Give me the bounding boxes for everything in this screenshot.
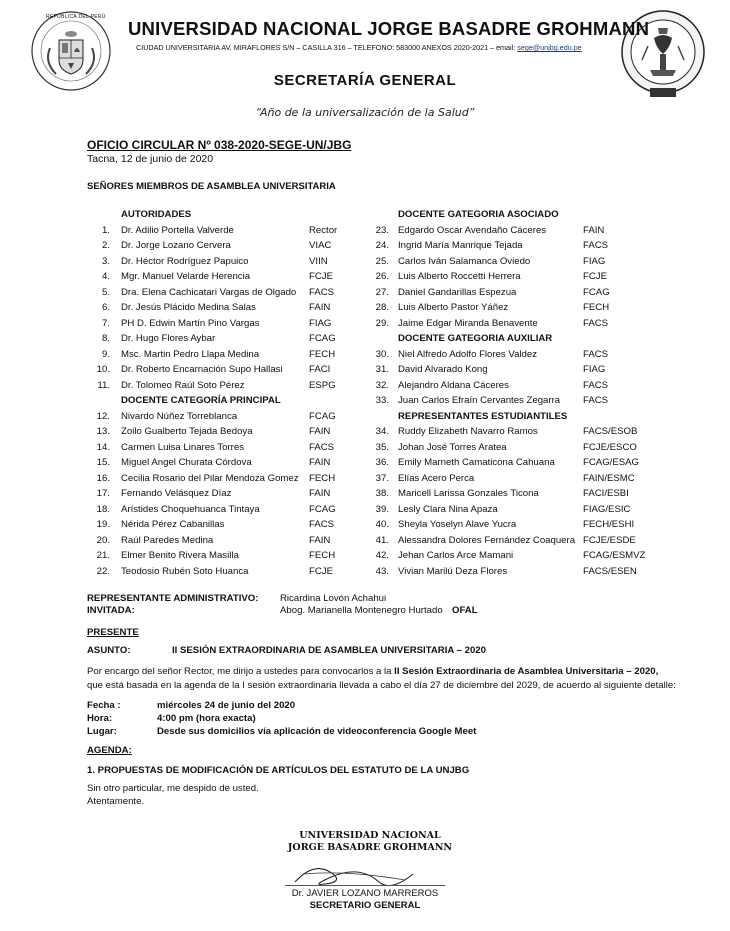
member-unit: FAIN [309, 457, 331, 468]
oficio-number: OFICIO CIRCULAR Nº 038-2020-SEGE-UN/JBG [87, 138, 352, 152]
member-unit: FAIN [309, 534, 331, 546]
member-number: 43. [375, 565, 389, 577]
member-number: 8. [101, 333, 110, 344]
admin-rep-label: REPRESENTANTE ADMINISTRATIVO: [87, 593, 259, 604]
member-number: 22. [96, 565, 110, 577]
intro-bold-text: II Sesión Extraordinaria de Asamblea Universitaria – 2020, [394, 666, 659, 677]
stamp-line-1: UNIVERSIDAD NACIONAL [299, 830, 441, 841]
member-name: Maricell Larissa Gonzales Ticona [398, 488, 539, 499]
member-name: Niel Alfredo Adolfo Flores Valdez [398, 348, 538, 360]
member-number: 1. [101, 224, 110, 236]
guest-label: INVITADA: [87, 605, 135, 616]
intro-paragraph-line1 [87, 666, 658, 677]
addressee: SEÑORES MIEMBROS DE ASAMBLEA UNIVERSITARIA [87, 181, 336, 192]
section-heading-text: AUTORIDADES [121, 209, 192, 220]
member-name: Alessandra Dolores Fernández Coaquera [398, 534, 576, 546]
member-unit: FCAG [309, 410, 336, 422]
member-name: Edgardo Oscar Avendaño Cáceres [398, 224, 547, 236]
member-name: Carmen Luisa Linares Torres [121, 441, 244, 453]
member-unit: VIAC [309, 240, 332, 251]
member-number: 39. [375, 503, 389, 515]
member-name: Ruddy Elizabeth Navarro Ramos [398, 426, 538, 437]
member-name: Fernando Velásquez Díaz [121, 488, 232, 499]
member-number: 29. [375, 317, 389, 329]
member-number: 26. [375, 271, 389, 282]
member-name: Dr. Jesús Plácido Medina Salas [121, 302, 256, 313]
member-unit: FAIN [583, 224, 605, 236]
member-name: Zoilo Gualberto Tejada Bedoya [121, 426, 253, 437]
member-unit: FIAG [309, 317, 332, 329]
member-unit: FACS [583, 379, 609, 391]
member-unit: FACI/ESBI [583, 488, 629, 499]
member-number: 36. [375, 457, 389, 468]
member-number: 25. [375, 255, 389, 267]
member-unit: FAIN [309, 488, 331, 499]
member-name: Jaime Edgar Miranda Benavente [398, 317, 538, 329]
member-name: Nérida Pérez Cabanillas [121, 519, 225, 530]
asunto-text: II SESIÓN EXTRAORDINARIA DE ASAMBLEA UNIVERSITARIA – 2020 [172, 645, 486, 656]
university-address [136, 43, 582, 52]
member-number: 40. [375, 519, 389, 530]
section-heading-text: DOCENTE GATEGORIA ASOCIADO [398, 209, 559, 220]
member-unit: FIAG [583, 255, 606, 267]
member-name: Msc. Martin Pedro Llapa Medina [121, 348, 260, 360]
member-number: 28. [375, 302, 389, 313]
address-text: CIUDAD UNIVERSITARIA AV. MIRAFLORES S/N – CASILLA 316 – TELEFONO: 583000 ANEXOS 2020-2021 – email: [136, 43, 518, 52]
member-unit: FCAG [309, 333, 336, 344]
signatory-role: SECRETARIO GENERAL [309, 900, 421, 911]
fecha-label: Fecha : [87, 700, 121, 711]
member-number: 42. [375, 550, 389, 561]
member-unit: FAIN [309, 302, 331, 313]
member-name: Mgr. Manuel Velarde Herencia [121, 271, 251, 282]
university-name: UNIVERSIDAD NACIONAL JORGE BASADRE GROHMANN [128, 18, 650, 39]
member-number: 31. [375, 364, 389, 375]
member-number: 34. [375, 426, 389, 437]
member-name: Johan José Torres Aratea [398, 441, 507, 453]
member-number: 30. [375, 348, 389, 360]
email-link[interactable]: sege@unjbg.edu.pe [517, 43, 582, 52]
member-unit: FECH [583, 302, 610, 313]
member-name: Elmer Benito Rivera Masilla [121, 550, 239, 561]
member-number: 15. [96, 457, 110, 468]
member-name: Luis Alberto Roccetti Herrera [398, 271, 521, 282]
member-name: Luis Alberto Pastor Yáñez [398, 302, 509, 313]
member-unit: FCJE [309, 565, 333, 577]
member-unit: Rector [309, 224, 338, 236]
closing-regards: Atentamente. [87, 796, 145, 807]
section-heading-text: DOCENTE GATEGORIA AUXILIAR [398, 333, 553, 344]
member-name: Alejandro Aldana Cáceres [398, 379, 509, 391]
oficio-date: Tacna, 12 de junio de 2020 [87, 153, 214, 165]
member-unit: FCJE/ESCO [583, 441, 637, 453]
member-name: Sheyla Yoselyn Alave Yucra [398, 519, 517, 530]
member-number: 35. [375, 441, 389, 453]
member-number: 6. [101, 302, 110, 313]
agenda-item: 1. PROPUESTAS DE MODIFICACIÓN DE ARTÍCULOS DEL ESTATUTO DE LA UNJBG [87, 765, 470, 776]
signature-line [285, 885, 445, 886]
member-number: 4. [101, 271, 110, 282]
member-number: 11. [97, 379, 110, 391]
year-motto: “Año de la universalización de la Salud” [255, 106, 475, 119]
member-unit: ESPG [309, 379, 336, 391]
intro-text: Por encargo del señor Rector, me dirijo a ustedes para convocarlos a la [87, 666, 395, 677]
guest-name: Abog. Marianella Montenegro Hurtado [280, 605, 443, 616]
member-number: 12. [96, 410, 110, 422]
member-name: Nivardo Núñez Torreblanca [121, 410, 238, 422]
member-name: Raúl Paredes Medina [121, 534, 214, 546]
member-name: Miguel Angel Churata Córdova [121, 457, 252, 468]
member-number: 27. [375, 286, 389, 298]
member-unit: FCAG [583, 286, 610, 298]
admin-rep-name: Ricardina Lovón Achahui [280, 593, 387, 604]
member-unit: FECH [309, 550, 336, 561]
member-name: Lesly Clara Nina Apaza [398, 503, 498, 515]
member-name: Dr. Roberto Encarnación Supo Hallasi [121, 364, 283, 375]
stamp-line-2: JORGE BASADRE GROHMANN [287, 842, 453, 853]
member-name: Elías Acero Perca [398, 472, 475, 484]
member-unit: FIAG/ESIC [583, 503, 631, 515]
member-unit: FACS [309, 286, 335, 298]
member-unit: FACI [309, 364, 331, 375]
guest-unit: OFAL [452, 605, 478, 616]
member-name: Dr. Tolomeo Raúl Soto Pérez [121, 379, 245, 391]
member-name: Daniel Gandarillas Espezua [398, 286, 517, 298]
member-unit: FACS [583, 240, 609, 251]
member-unit: FACS [583, 317, 609, 329]
member-unit: FCAG/ESAG [583, 457, 639, 468]
member-name: Dra. Elena Cachicatari Vargas de Olgado [121, 286, 297, 298]
presente-label: PRESENTE [87, 627, 139, 638]
hora-label: Hora: [87, 713, 113, 724]
member-number: 33. [375, 395, 389, 406]
member-name: Dr. Héctor Rodríguez Papuico [121, 255, 249, 267]
agenda-label: AGENDA: [87, 745, 132, 756]
member-number: 38. [375, 488, 389, 499]
member-unit: FACS [309, 441, 335, 453]
member-name: Arístides Choquehuanca Tintaya [121, 503, 260, 515]
member-number: 41. [375, 534, 389, 546]
member-name: Teodosio Rubén Soto Huanca [121, 565, 249, 577]
member-number: 14. [96, 441, 110, 453]
hora-value: 4:00 pm (hora exacta) [157, 713, 256, 724]
signatory-name: Dr. JAVIER LOZANO MARREROS [291, 888, 439, 899]
member-unit: FCAG [309, 503, 336, 515]
section-heading-text: DOCENTE CATEGORÍA PRINCIPAL [121, 395, 281, 406]
member-number: 23. [375, 224, 389, 236]
member-unit: FECH [309, 472, 336, 484]
member-unit: FACS/ESEN [583, 565, 637, 577]
member-number: 17. [96, 488, 110, 499]
member-number: 13. [96, 426, 110, 437]
member-number: 5. [101, 286, 110, 298]
member-name: Dr. Jorge Lozano Cervera [121, 240, 231, 251]
lugar-value: Desde sus domicilios vía aplicación de videoconferencia Google Meet [157, 726, 477, 737]
fecha-value: miércoles 24 de junio del 2020 [157, 700, 296, 711]
member-number: 18. [96, 503, 110, 515]
member-name: Dr. Hugo Flores Aybar [121, 333, 216, 344]
member-unit: FIAG [583, 364, 606, 375]
member-name: PH D. Edwin Martín Pino Vargas [121, 317, 260, 329]
member-unit: FCJE [583, 271, 607, 282]
member-number: 24. [375, 240, 389, 251]
left-seal-text: REPÚBLICA DEL PERÚ [46, 14, 106, 20]
member-number: 21. [96, 550, 110, 561]
member-unit: FACS [583, 395, 609, 406]
member-unit: FECH [309, 348, 336, 360]
lugar-label: Lugar: [87, 726, 117, 737]
member-number: 7. [101, 317, 110, 329]
member-name: Juan Carlos Efraín Cervantes Zegarra [398, 395, 561, 406]
member-number: 10. [96, 364, 110, 375]
member-name: Vivian Marilú Deza Flores [398, 565, 508, 577]
member-unit: FCJE [309, 271, 333, 282]
member-unit: FAIN/ESMC [583, 472, 635, 484]
member-name: Carlos Iván Salamanca Oviedo [398, 255, 531, 267]
member-name: Emily Marneth Camaticona Cahuana [398, 457, 555, 468]
member-number: 3. [101, 255, 110, 267]
member-number: 37. [375, 472, 389, 484]
member-unit: FACS/ESOB [583, 426, 638, 437]
member-unit: FACS [309, 519, 335, 530]
handwritten-signature [285, 852, 435, 892]
member-unit: FCJE/ESDE [583, 534, 636, 546]
closing-line: Sin otro particular, me despido de usted. [87, 783, 259, 794]
member-number: 19. [96, 519, 110, 530]
member-number: 9. [101, 348, 110, 360]
member-unit: FACS [583, 348, 609, 360]
asunto-label: ASUNTO: [87, 645, 131, 656]
intro-paragraph-line2: que está basada en la agenda de la I sesión extraordinaria llevada a cabo el día 27 de diciembre del 2029, de acuerdo al siguiente detalle: [87, 680, 676, 691]
member-number: 20. [96, 534, 110, 546]
member-number: 2. [101, 240, 110, 251]
member-unit: FCAG/ESMVZ [583, 550, 646, 561]
member-number: 16. [96, 472, 110, 484]
member-unit: FAIN [309, 426, 331, 437]
member-unit: FECH/ESHI [583, 519, 635, 530]
member-name: Ingrid María Manrique Tejada [398, 240, 523, 251]
member-name: David Alvarado Kong [398, 364, 488, 375]
member-name: Jehan Carlos Arce Mamani [398, 550, 514, 561]
member-name: Dr. Adilio Portella Valverde [121, 224, 234, 236]
section-heading-text: REPRESENTANTES ESTUDIANTILES [398, 410, 568, 422]
member-name: Cecilia Rosario del Pilar Mendoza Gomez [121, 472, 299, 484]
office-title: SECRETARÍA GENERAL [273, 72, 457, 89]
member-number: 32. [375, 379, 389, 391]
member-unit: VIIN [309, 255, 328, 267]
